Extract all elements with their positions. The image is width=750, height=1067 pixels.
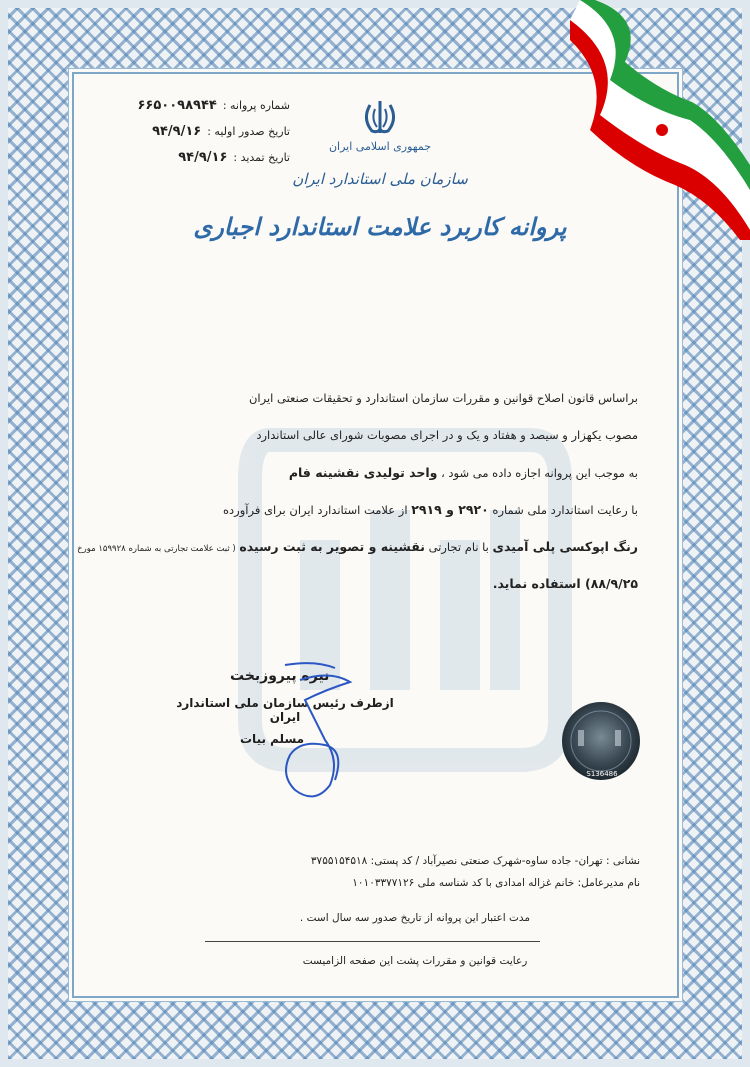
footer-info [180, 850, 640, 894]
product-mid: با نام تجارتی [428, 540, 489, 554]
seal-code: S136486 [586, 770, 618, 778]
rules-note: رعایت قوانین و مقررات پشت این صفحه الزامیست [302, 955, 528, 967]
renewal-date: ۹۴/۹/۱۶ [178, 149, 228, 165]
signatory-name: نیره پیروزبخت [230, 668, 330, 684]
body-line-5 [77, 528, 638, 565]
license-meta [80, 92, 290, 170]
certificate-text [77, 380, 638, 602]
brand-name: نقشینه و تصویر به ثبت رسیده [239, 539, 425, 554]
renewal-date-label: تاریخ تمدید : [233, 150, 290, 164]
standard-numbers: ۲۹۲۰ و ۲۹۱۹ [411, 502, 489, 517]
government-name: جمهوری اسلامی ایران [328, 140, 432, 153]
closing-text: ۸۸/۹/۲۵) استفاده نماید. [492, 576, 638, 591]
iran-emblem-icon [358, 95, 402, 139]
body-line-2: مصوب یکهزار و سیصد و هفتاد و یک و در اجرای مصوبات شورای عالی استاندارد [256, 428, 638, 442]
body-line-6 [100, 565, 638, 602]
trademark-note: ( ثبت علامت تجارتی به شماره ۱۵۹۹۲۸ مورخ [77, 544, 236, 554]
body-line-3 [100, 454, 638, 491]
issue-date-label: تاریخ صدور اولیه : [207, 124, 290, 138]
issue-date: ۹۴/۹/۱۶ [152, 123, 202, 139]
second-signatory-name: مسلم بیات [240, 732, 305, 746]
address-line: نشانی : تهران- جاده ساوه-شهرک صنعتی نصیرآباد / کد پستی: ۳۷۵۵۱۵۴۵۱۸ [310, 855, 640, 867]
organization-name: سازمان ملی استاندارد ایران [292, 170, 468, 188]
license-number-row [80, 92, 290, 118]
standard-prefix: با رعایت استاندارد ملی شماره [492, 503, 638, 517]
iran-flag-icon [570, 0, 750, 240]
manager-line: نام مدیرعامل: خانم غزاله امدادی با کد شناسه ملی ۱۰۱۰۳۳۷۷۱۲۶ [352, 877, 640, 889]
body-line-4 [100, 491, 638, 528]
signatory-role: ازطرف رئیس سازمان ملی استاندارد ایران [176, 696, 394, 724]
body-line-1: براساس قانون اصلاح قوانین و مقررات سازمان استاندارد و تحقیقات صنعتی ایران [248, 391, 638, 405]
product-name: رنگ اپوکسی پلی آمیدی [492, 539, 638, 554]
certificate-title: پروانه کاربرد علامت استاندارد اجباری [193, 212, 567, 241]
validity-note: مدت اعتبار این پروانه از تاریخ صدور سه سال است . [299, 912, 531, 924]
company-name: واحد تولیدی نقشینه فام [288, 465, 438, 480]
issue-date-row [80, 118, 290, 144]
license-number-label: شماره پروانه : [222, 98, 290, 112]
divider [205, 941, 540, 942]
permission-text: به موجب این پروانه اجازه داده می شود ، [441, 466, 638, 480]
renewal-date-row [80, 144, 290, 170]
license-number: ۶۶۵۰۰۹۸۹۴۴ [137, 97, 217, 113]
standard-suffix: از علامت استاندارد ایران برای فرآورده [223, 503, 408, 517]
handwritten-signature [255, 660, 405, 810]
